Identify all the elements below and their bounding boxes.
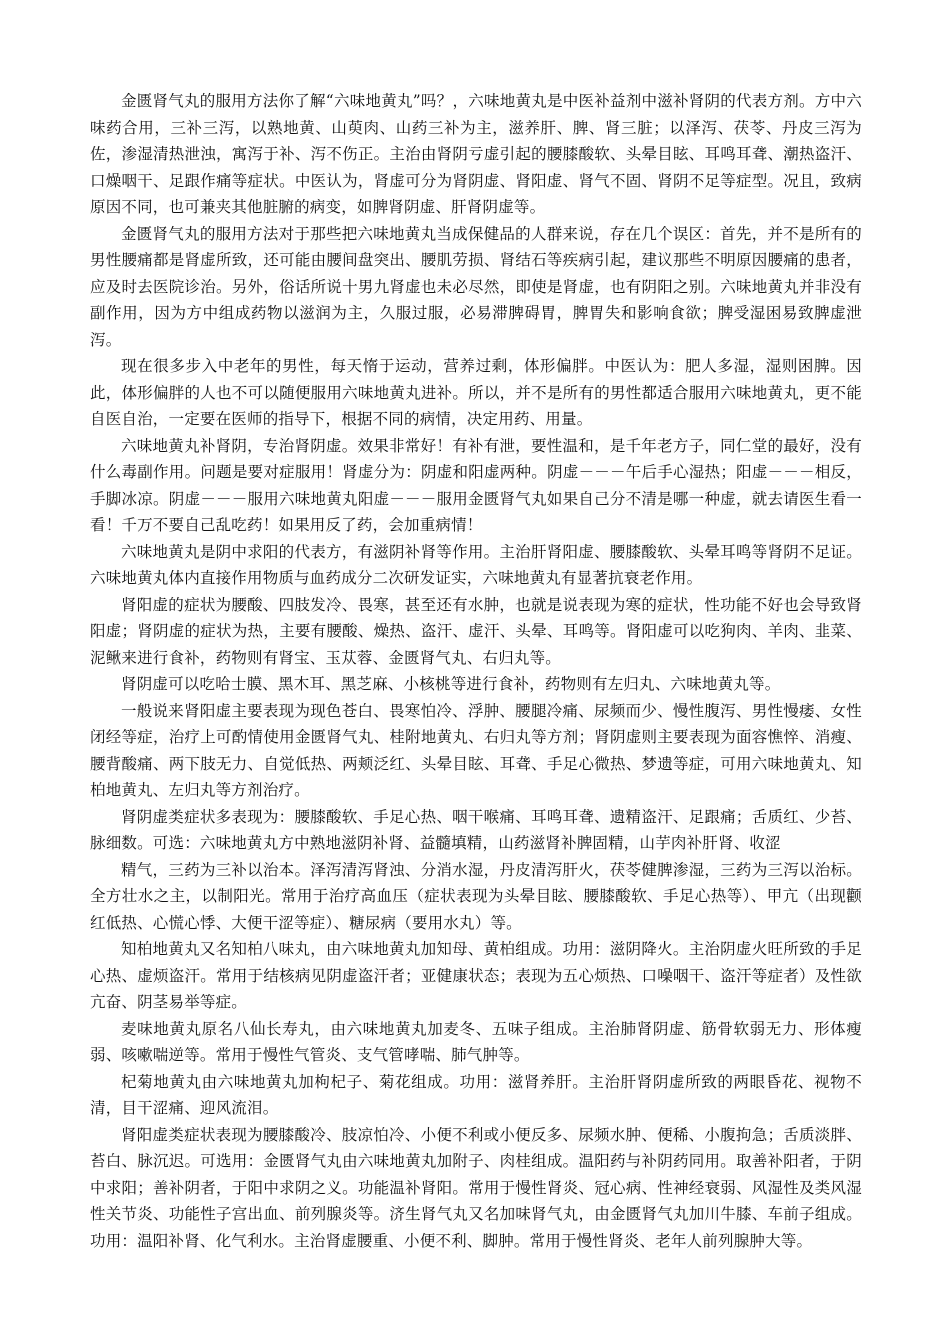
paragraph: 肾阴虚可以吃哈士膜、黑木耳、黑芝麻、小核桃等进行食补，药物则有左归丸、六味地黄丸等。 — [121, 675, 781, 693]
paragraph: 一般说来肾阳虚主要表现为现色苍白、畏寒怕冷、浮肿、腰腿冷痛、尿频而少、慢性腹泻、男性慢痿、女性闭经等症，治疗上可酌情使用金匮肾气丸、桂附地黄丸、右归丸等方剂；肾阴虚则主要表现为面容憔悴、消瘦、腰背酸痛、两下肢无力、自觉低热、两颊泛红、头晕目眩、耳聋、手足心微热、梦遗等症，可用六味地黄丸、知柏地黄丸、左归丸等方剂治疗。 — [90, 701, 862, 799]
paragraph: 肾阳虚的症状为腰酸、四肢发冷、畏寒，甚至还有水肿，也就是说表现为寒的症状，性功能不好也会导致肾阳虚；肾阴虚的症状为热，主要有腰酸、燥热、盗汗、虚汗、头晕、耳鸣等。肾阳虚可以吃狗肉、羊肉、韭菜、泥鳅来进行食补，药物则有肾宝、玉苁蓉、金匮肾气丸、右归丸等。 — [90, 595, 862, 667]
paragraph: 杞菊地黄丸由六味地黄丸加枸杞子、菊花组成。功用：滋肾养肝。主治肝肾阴虚所致的两眼昏花、视物不清，目干涩痛、迎风流泪。 — [90, 1072, 862, 1117]
document-body — [90, 88, 862, 1254]
paragraph: 金匮肾气丸的服用方法对于那些把六味地黄丸当成保健品的人群来说，存在几个误区：首先，并不是所有的男性腰痛都是肾虚所致，还可能由腰间盘突出、腰肌劳损、肾结石等疾病引起，建议那些不明原因腰痛的患者，应及时去医院诊治。另外，俗话所说十男九肾虚也未必尽然，即使是肾虚，也有阴阳之别。六味地黄丸并非没有副作用，因为方中组成药物以滋润为主，久服过服，必易滞脾碍胃，脾胃失和影响食欲；脾受湿困易致脾虚泄泻。 — [90, 224, 862, 349]
paragraph: 六味地黄丸补肾阴，专治肾阴虚。效果非常好！有补有泄，要性温和，是千年老方子，同仁堂的最好，没有什么毒副作用。问题是要对症服用！肾虚分为：阴虚和阳虚两种。阴虚－－－午后手心湿热；阳虚－－－相反，手脚冰凉。阴虚－－－服用六味地黄丸阳虚－－－服用金匮肾气丸如果自己分不清是哪一种虚，就去请医生看一看！千万不要自己乱吃药！如果用反了药，会加重病情！ — [90, 436, 862, 534]
paragraph: 肾阴虚类症状多表现为：腰膝酸软、手足心热、咽干喉痛、耳鸣耳聋、遗精盗汗、足跟痛；舌质红、少苔、脉细数。可选：六味地黄丸方中熟地滋阴补肾、益髓填精，山药滋肾补脾固精，山芋肉补肝肾、收涩 — [90, 807, 862, 852]
paragraph: 现在很多步入中老年的男性，每天惰于运动，营养过剩，体形偏胖。中医认为：肥人多湿，湿则困脾。因此，体形偏胖的人也不可以随便服用六味地黄丸进补。所以，并不是所有的男性都适合服用六味地黄丸，更不能自医自治，一定要在医师的指导下，根据不同的病情，决定用药、用量。 — [90, 357, 862, 428]
paragraph: 麦味地黄丸原名八仙长寿丸，由六味地黄丸加麦冬、五味子组成。主治肺肾阴虚、筋骨软弱无力、形体瘦弱、咳嗽喘逆等。常用于慢性气管炎、支气管哮喘、肺气肿等。 — [90, 1019, 862, 1064]
paragraph: 金匮肾气丸的服用方法你了解“六味地黄丸”吗？，六味地黄丸是中医补益剂中滋补肾阴的代表方剂。方中六味药合用，三补三泻，以熟地黄、山萸肉、山药三补为主，滋养肝、脾、肾三脏；以泽泻、茯苓、丹皮三泻为佐，渗湿清热泄浊，寓泻于补、泻不伤正。主治由肾阴亏虚引起的腰膝酸软、头晕目眩、耳鸣耳聋、潮热盗汗、口燥咽干、足跟作痛等症状。中医认为，肾虚可分为肾阴虚、肾阳虚、肾气不固、肾阴不足等症型。况且，致病原因不同，也可兼夹其他脏腑的病变，如脾肾阴虚、肝肾阴虚等。 — [90, 92, 862, 216]
paragraph: 精气，三药为三补以治本。泽泻清泻肾浊、分消水湿，丹皮清泻肝火，茯苓健脾渗湿，三药为三泻以治标。全方壮水之主，以制阳光。常用于治疗高血压（症状表现为头晕目眩、腰膝酸软、手足心热等）、甲亢（出现颧红低热、心慌心悸、大便干涩等症）、糖尿病（要用水丸）等。 — [90, 860, 862, 932]
paragraph: 肾阳虚类症状表现为腰膝酸冷、肢凉怕冷、小便不利或小便反多、尿频水肿、便稀、小腹拘急；舌质淡胖、苔白、脉沉迟。可选用：金匮肾气丸由六味地黄丸加附子、肉桂组成。温阳药与补阴药同用。取善补阳者，于阴中求阳；善补阴者，于阳中求阴之义。功能温补肾阳。常用于慢性肾炎、冠心病、性神经衰弱、风湿性及类风湿性关节炎、功能性子宫出血、前列腺炎等。济生肾气丸又名加味肾气丸，由金匮肾气丸加川牛膝、车前子组成。功用：温阳补肾、化气利水。主治肾虚腰重、小便不利、脚肿。常用于慢性肾炎、老年人前列腺肿大等。 — [90, 1125, 862, 1250]
paragraph: 六味地黄丸是阴中求阳的代表方，有滋阴补肾等作用。主治肝肾阳虚、腰膝酸软、头晕耳鸣等肾阴不足证。六味地黄丸体内直接作用物质与血药成分二次研发证实，六味地黄丸有显著抗衰老作用。 — [90, 542, 862, 587]
paragraph: 知柏地黄丸又名知柏八味丸，由六味地黄丸加知母、黄柏组成。功用：滋阴降火。主治阴虚火旺所致的手足心热、虚烦盗汗。常用于结核病见阴虚盗汗者；亚健康状态；表现为五心烦热、口噪咽干、盗汗等症者）及性欲亢奋、阴茎易举等症。 — [90, 940, 862, 1011]
